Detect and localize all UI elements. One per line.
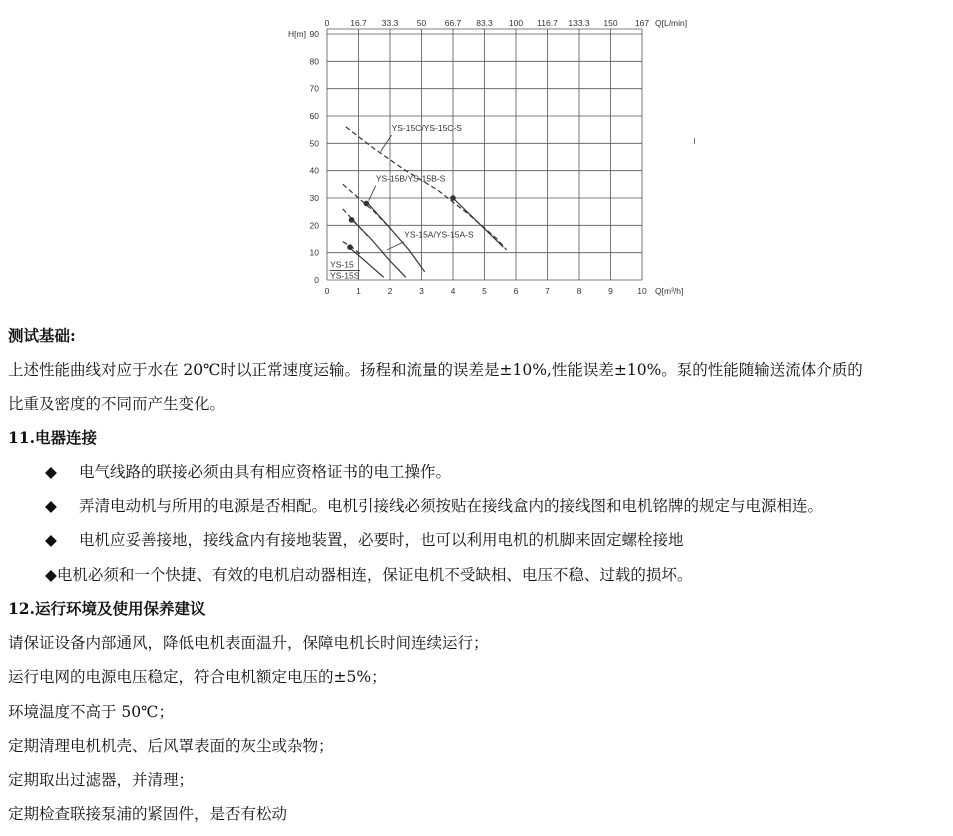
x-top-tick-label: 50 (416, 18, 427, 28)
y-tick-label: 80 (309, 56, 319, 67)
curve-label-15a: YS-15A/YS-15A-S (404, 229, 474, 240)
x-bottom-tick-label: 5 (482, 286, 487, 296)
curve-solid (352, 220, 406, 277)
section-11-title: 11.电器连接 (8, 428, 97, 447)
bullet-diamond-icon: ◆ (45, 531, 57, 549)
y-axis-label: H[m] (288, 29, 306, 39)
curve-label-15b: YS-15B/YS-15B-S (375, 173, 446, 184)
bullet-item-text: 电气线路的联接必须由具有相应资格证书的电工操作。 (79, 463, 452, 481)
bullet-item-text: 弄清电动机与所用的电源是否相配。电机引接线必须按贴在接线盒内的接线图和电机铭牌的规定与电源相连。 (79, 497, 824, 515)
bullet-item-4: ◆电机必须和一个快捷、有效的电机启动器相连，保证电机不受缺相、电压不稳、过载的损坏。 (45, 566, 693, 584)
x-bottom-tick-label: 10 (637, 286, 647, 296)
x-bottom-tick-label: 7 (545, 286, 550, 296)
stray-mark (694, 138, 695, 144)
test-basis-title: 测试基础: (8, 326, 76, 345)
y-tick-label: 30 (309, 193, 319, 203)
operating-point-dot (364, 201, 370, 207)
curve-label-15c: YS-15C/YS-15C-S (391, 123, 462, 134)
x-bottom-tick-label: 9 (608, 286, 613, 296)
x-bottom-tick-label: 2 (387, 286, 393, 296)
x-top-axis-label: Q[L/min] (655, 18, 688, 28)
x-top-tick-label: 167 (634, 18, 650, 28)
maintenance-line-3: 环境温度不高于 50℃； (8, 703, 174, 721)
operating-point-dot (450, 195, 456, 201)
x-top-tick-label: 116.7 (537, 18, 558, 28)
test-basis-paragraph-line-1: 上述性能曲线对应于水在 20℃时以正常速度运输。扬程和流量的误差是±10%,性能误差±10%。泵的性能随输送流体介质的 (8, 361, 863, 379)
y-tick-label: 60 (309, 111, 319, 121)
x-top-tick-label: 133.3 (568, 18, 590, 28)
maintenance-line-2: 运行电网的电源电压稳定，符合电机额定电压的±5%； (8, 668, 387, 686)
y-tick-label: 0 (314, 275, 319, 285)
bullet-item-text: 电机应妥善接地，接线盒内有接地装置，必要时，也可以利用电机的机脚来固定螺栓接地 (79, 531, 684, 549)
x-top-tick-label: 66.7 (444, 18, 462, 28)
maintenance-line-6: 定期检查联接泵浦的紧固件，是否有松动 (8, 805, 288, 823)
section-12-title: 12.运行环境及使用保养建议 (8, 599, 206, 618)
x-top-tick-label: 83.3 (476, 18, 493, 28)
maintenance-line-5: 定期取出过滤器，并清理； (8, 771, 195, 789)
y-tick-label: 20 (309, 220, 319, 231)
x-top-tick-label: 100 (508, 18, 524, 28)
x-bottom-tick-label: 8 (576, 286, 582, 296)
test-basis-paragraph-line-2: 比重及密度的不同而产生变化。 (8, 395, 226, 413)
x-bottom-tick-label: 3 (419, 286, 424, 296)
x-top-tick-label: 150 (603, 18, 618, 28)
bullet-item (45, 496, 823, 516)
bullet-item (45, 530, 684, 550)
performance-chart (270, 8, 700, 308)
y-tick-label: 90 (309, 29, 319, 39)
bullet-item (45, 462, 451, 482)
x-bottom-tick-label: 1 (356, 286, 361, 296)
performance-chart-svg (270, 8, 700, 308)
y-tick-label: 50 (309, 138, 319, 149)
x-top-tick-label: 33.3 (381, 18, 399, 28)
x-bottom-tick-label: 6 (513, 286, 519, 296)
bullet-diamond-icon: ◆ (45, 497, 57, 515)
operating-point-dot (347, 244, 353, 250)
x-bottom-axis-label: Q[m³/h] (655, 286, 684, 296)
x-top-tick-label: 0 (324, 18, 330, 28)
y-tick-label: 70 (309, 83, 319, 94)
y-tick-label: 10 (309, 247, 319, 258)
bullet-diamond-icon: ◆ (45, 463, 57, 481)
curve-label-15a-leader (387, 242, 404, 250)
y-tick-label: 40 (309, 165, 319, 176)
x-top-tick-label: 16.7 (350, 18, 367, 28)
operating-point-dot (349, 217, 355, 223)
curve-solid (453, 198, 503, 247)
curve-label-15b-leader (369, 186, 376, 201)
maintenance-line-1: 请保证设备内部通风，降低电机表面温升，保障电机长时间连续运行； (8, 634, 489, 652)
x-bottom-tick-label: 4 (450, 286, 456, 296)
x-bottom-tick-label: 0 (324, 286, 330, 296)
maintenance-line-4: 定期清理电机机壳、后风罩表面的灰尘或杂物； (8, 737, 334, 755)
curve-label-15: YS-15 (330, 259, 354, 270)
curve-label-15s: YS-15S (330, 270, 360, 281)
